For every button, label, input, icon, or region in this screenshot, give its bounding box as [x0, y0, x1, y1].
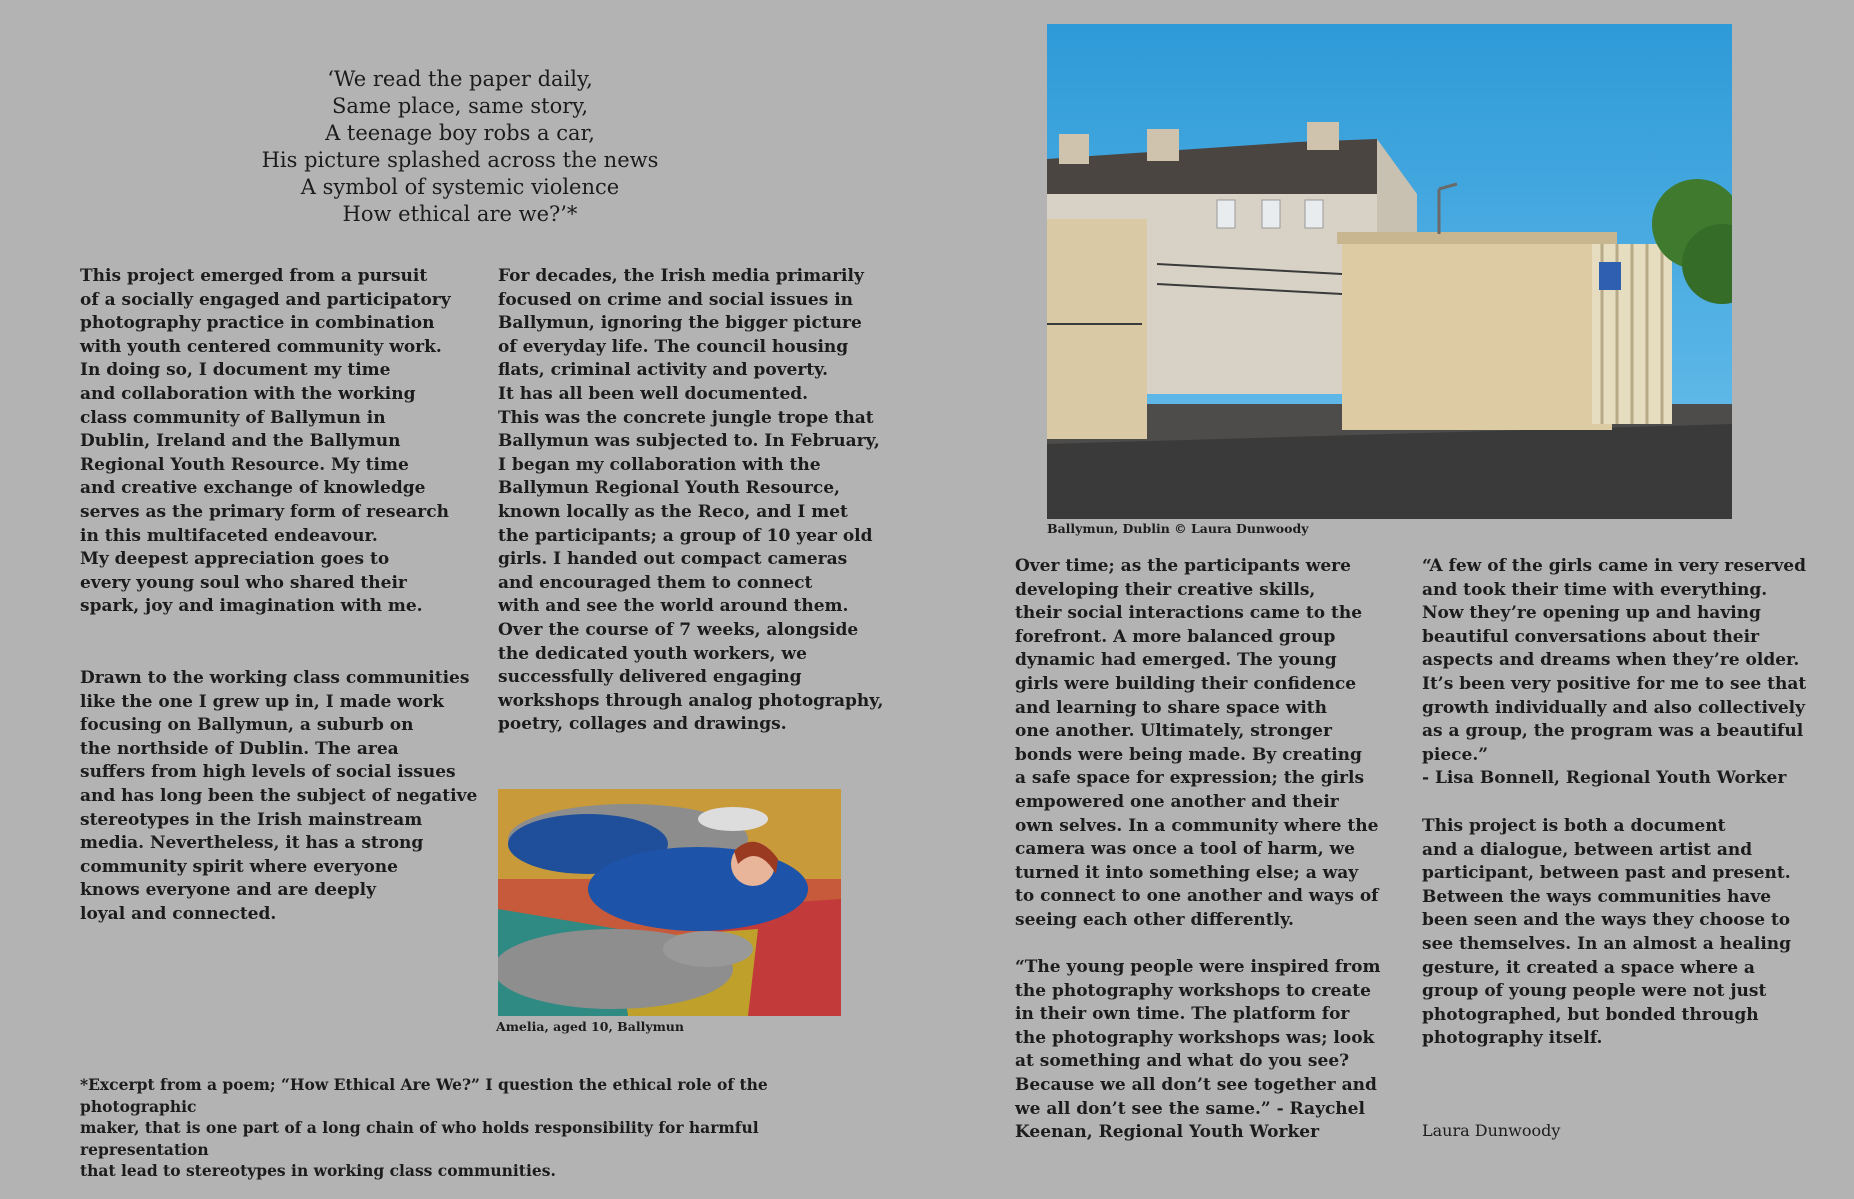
photo-caption-ballymun: Ballymun, Dublin © Laura Dunwoody: [1047, 521, 1309, 536]
community-paragraph: Drawn to the working class communities like the one I grew up in, I made work focusing on Ballymun, a suburb on the northside of Dublin. The area suffers from high levels of social issues and has long been the subject of negative stereotypes in the Irish mainstream media. Nevertheless, it has a strong community spirit where everyone knows everyone and are deeply loyal and connected.: [80, 668, 478, 924]
photo-ballymun-houses: [1047, 24, 1732, 519]
photo-caption-amelia: Amelia, aged 10, Ballymun: [496, 1019, 684, 1034]
closing-paragraph: This project is both a document and a dialogue, between artist and participant, between past and present. Between the ways communities have been seen and the ways they choose to see themselves. In an almost a healing gesture, it created a space where a group of young people were not just photographed, but bonded through photography itself.: [1422, 816, 1792, 1049]
photo-girls-on-rug: [498, 789, 841, 1016]
poem-line: A teenage boy robs a car,: [325, 121, 595, 145]
raychel-quote: “The young people were inspired from the photography workshops to create in their own time. The platform for the photography workshops was; look at something and what do you see? Because we all don’t see together and we all don’t see the same.” - Raychel Keenan, Regional Youth Worker: [1015, 957, 1381, 1143]
lisa-quote: “A few of the girls came in very reserved and took their time with everything. Now they’re opening up and having beautiful conversations about their aspects and dreams when they’re older. It’s been very positive for me to see that growth individually and also collectively as a group, the program was a beautiful piece.” - Lisa Bonnell, Regional Youth Worker: [1422, 556, 1807, 789]
author-signature: Laura Dunwoody: [1422, 1121, 1561, 1140]
poem-line: ‘We read the paper daily,: [327, 67, 593, 91]
poem-line: How ethical are we?’*: [342, 202, 578, 226]
footnote: *Excerpt from a poem; “How Ethical Are We?” I question the ethical role of the photographic maker, that is one part of a long chain of who holds responsibility for harmful representation that lead to stereotypes in working class communities.: [80, 1075, 768, 1180]
participants-paragraph: Over time; as the participants were developing their creative skills, their social interactions came to the forefront. A more balanced group dynamic had emerged. The young girls were building their confidence and learning to share space with one another. Ultimately, stronger bonds were being made. By creating a safe space for expression; the girls empowered one another and their own selves. In a community where the camera was once a tool of harm, we turned it into something else; a way to connect to one another and ways of seeing each other differently.: [1015, 556, 1379, 930]
intro-paragraph: This project emerged from a pursuit of a socially engaged and participatory photography practice in combination with youth centered community work. In doing so, I document my time and collaboration with the working class community of Ballymun in Dublin, Ireland and the Ballymun Regional Youth Resource. My time and creative exchange of knowledge serves as the primary form of research in this multifaceted endeavour. My deepest appreciation goes to every young soul who shared their spark, joy and imagination with me.: [80, 266, 451, 617]
poem-line: A symbol of systemic violence: [300, 175, 620, 199]
poem-excerpt: [240, 66, 680, 228]
poem-line: Same place, same story,: [331, 94, 589, 118]
poem-line: His picture splashed across the news: [261, 148, 659, 172]
media-paragraph: For decades, the Irish media primarily focused on crime and social issues in Ballymun, ignoring the bigger picture of everyday life. The council housing flats, criminal activity and poverty. It has all been well documented. This was the concrete jungle trope that Ballymun was subjected to. In February, I began my collaboration with the Ballymun Regional Youth Resource, known locally as the Reco, and I met the participants; a group of 10 year old girls. I handed out compact cameras and encouraged them to connect with and see the world around them. Over the course of 7 weeks, alongside the dedicated youth workers, we successfully delivered engaging workshops through analog photography, poetry, collages and drawings.: [498, 266, 884, 735]
